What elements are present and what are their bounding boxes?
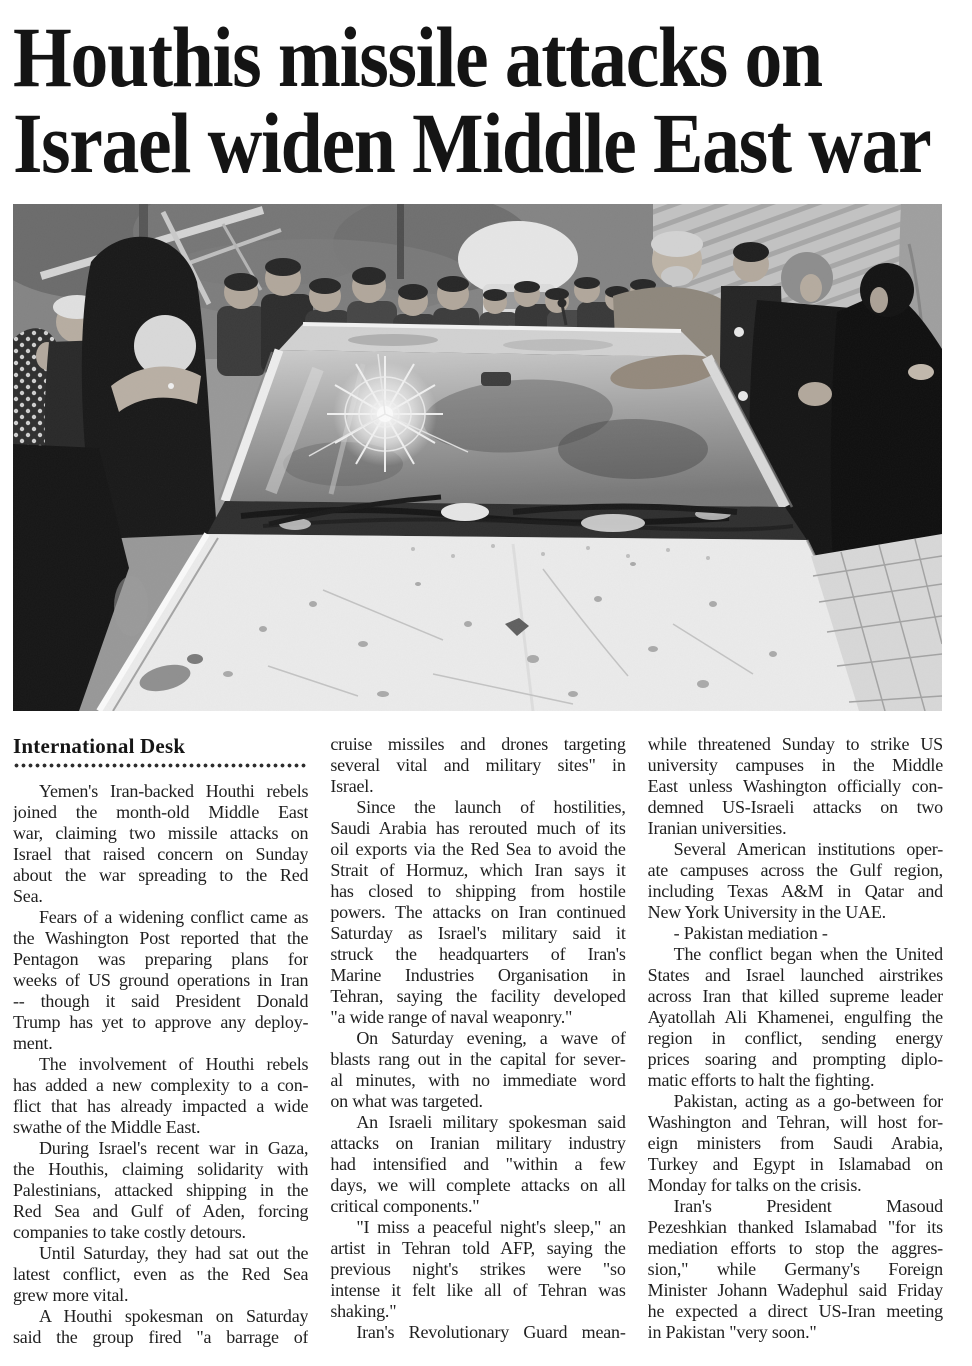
paragraph — [13, 1306, 308, 1348]
text-line: blasts rang out in the capital for sever- — [330, 1049, 626, 1069]
text-line: Pentagon was preparing plans for — [13, 949, 309, 969]
paragraph — [330, 734, 625, 797]
text-line: -- though it said President Donald — [13, 991, 309, 1011]
text-line: Israel that raised concern on Sunday — [13, 844, 309, 864]
text-line: Sea. — [13, 886, 43, 906]
text-line: flict that has already impacted a wide — [13, 1096, 309, 1116]
paragraph — [13, 1138, 308, 1243]
paragraph — [648, 944, 943, 1091]
text-line: including Texas A&M in Qatar and — [647, 881, 943, 901]
text-line: Marine Industries Organisation in — [330, 965, 626, 985]
text-line: A Houthi spokesman on Saturday — [39, 1306, 309, 1326]
text-line: Until Saturday, they had sat out the — [39, 1243, 309, 1263]
text-line: States and Israel launched airstrikes — [647, 965, 943, 985]
text-line: intense it felt like all of Tehran was — [330, 1280, 626, 1300]
text-line: university campuses in the Middle — [647, 755, 943, 775]
text-line: about the war spreading to the Red — [13, 865, 309, 885]
text-line: war, claiming two missile attacks on — [13, 823, 309, 843]
dotted-rule — [13, 763, 308, 768]
article-column-2 — [330, 734, 625, 1348]
paragraph — [330, 1322, 625, 1343]
text-line: mediation efforts to stop the aggres- — [647, 1238, 943, 1258]
paragraph — [648, 1091, 943, 1196]
text-line: powers. The attacks on Iran continued — [330, 902, 626, 922]
paragraph — [648, 734, 943, 839]
text-line: On Saturday evening, a wave of — [356, 1028, 626, 1048]
text-line: Minister Johann Wadephul said Friday — [647, 1280, 943, 1300]
text-line: Pezeshkian thanked Islamabad "for its — [647, 1217, 943, 1237]
text-line: Pakistan, acting as a go-between for — [673, 1091, 943, 1111]
text-line: shaking." — [330, 1301, 397, 1321]
column-1-body — [13, 781, 308, 1348]
text-line: joined the month-old Middle East — [13, 802, 309, 822]
text-line: struck the headquarters of Iran's — [330, 944, 626, 964]
text-line: has closed to shipping from hostile — [330, 881, 626, 901]
headline — [13, 9, 943, 191]
paragraph — [13, 907, 308, 1054]
paragraph — [330, 1112, 625, 1217]
text-line: latest conflict, even as the Red Sea — [13, 1264, 309, 1284]
text-line: - Pakistan mediation - — [673, 923, 828, 943]
article-column-1 — [13, 734, 308, 1348]
text-line: artist in Tehran told AFP, saying the — [330, 1238, 626, 1258]
text-line: Since the launch of hostilities, — [356, 797, 626, 817]
text-line: Trump has yet to approve any deploy- — [13, 1012, 309, 1032]
paragraph — [648, 923, 943, 944]
text-line: Washington and Tehran, will host for- — [647, 1112, 943, 1132]
text-line: critical components." — [330, 1196, 480, 1216]
paragraph — [13, 1243, 308, 1306]
text-line: has added a new complexity to a con- — [13, 1075, 309, 1095]
text-line: Monday for talks on the crisis. — [647, 1175, 862, 1195]
paragraph — [648, 839, 943, 923]
text-line: Red Sea and Gulf of Aden, forcing — [13, 1201, 309, 1221]
text-line: swathe of the Middle East. — [13, 1117, 201, 1137]
text-line: Several American institutions oper- — [673, 839, 943, 859]
text-line: Iranian universities. — [647, 818, 787, 838]
text-line: attacks on Iranian military industry — [330, 1133, 626, 1153]
text-line: days, we will complete attacks on all — [330, 1175, 626, 1195]
text-line: grew more vital. — [13, 1285, 129, 1305]
text-line: region in conflict, sending energy — [647, 1028, 943, 1048]
text-line: several vital and military sites" in — [330, 755, 626, 775]
text-line: Fears of a widening conflict came as — [39, 907, 309, 927]
text-line: The conflict began when the United — [673, 944, 943, 964]
text-line: matic efforts to halt the fighting. — [647, 1070, 875, 1090]
text-line: Saturday as Israel's military said it — [330, 923, 626, 943]
text-line: on what was targeted. — [330, 1091, 483, 1111]
text-line: prices soaring and prompting diplo- — [647, 1049, 943, 1069]
text-line: had intensified and "within a few — [330, 1154, 626, 1174]
article-column-3 — [648, 734, 943, 1348]
text-line: New York University in the UAE. — [647, 902, 886, 922]
text-line: al minutes, with no immediate word — [330, 1070, 626, 1090]
text-line: oil exports via the Red Sea to avoid the — [330, 839, 626, 859]
text-line: Iran's President Masoud — [673, 1196, 943, 1216]
paragraph — [648, 1196, 943, 1343]
text-line: sion," while Germany's Foreign — [647, 1259, 943, 1279]
damaged-car-crowd-photo — [13, 204, 942, 711]
text-line: Palestinians, attacked shipping in the — [13, 1180, 309, 1200]
article-photo — [13, 204, 942, 711]
text-line: weeks of US ground operations in Iran — [13, 970, 309, 990]
text-line: companies to take costly detours. — [13, 1222, 246, 1242]
text-line: cruise missiles and drones targeting — [330, 734, 626, 754]
text-line: During Israel's recent war in Gaza, — [39, 1138, 309, 1158]
text-line: he expected a direct US-Iran meeting — [647, 1301, 943, 1321]
text-line: An Israeli military spokesman said — [356, 1112, 626, 1132]
text-line: The involvement of Houthi rebels — [39, 1054, 309, 1074]
text-line: Iran's Revolutionary Guard mean- — [356, 1322, 626, 1342]
headline-line-2: Israel widen Middle East war — [13, 95, 931, 191]
text-line: the Washington Post reported that the — [13, 928, 309, 948]
text-line: Israel. — [330, 776, 374, 796]
text-line: across Iran that killed supreme leader — [647, 986, 943, 1006]
paragraph — [13, 781, 308, 907]
paragraph — [330, 1217, 625, 1322]
text-line: "I miss a peaceful night's sleep," an — [356, 1217, 626, 1237]
column-2-body — [330, 734, 625, 1343]
text-line: Ayatollah Ali Khamenei, engulfing the — [647, 1007, 943, 1027]
paragraph — [330, 1028, 625, 1112]
text-line: while threatened Sunday to strike US — [647, 734, 943, 754]
paragraph — [13, 1054, 308, 1138]
text-line: previous night's strikes were "so — [330, 1259, 626, 1279]
text-line: Yemen's Iran-backed Houthi rebels — [39, 781, 309, 801]
text-line: East unless Washington officially con- — [647, 776, 943, 796]
headline-line-1: Houthis missile attacks on — [13, 9, 822, 105]
text-line: ate campuses across the Gulf region, — [647, 860, 943, 880]
text-line: "a wide range of naval weaponry." — [330, 1007, 573, 1027]
text-line: Saudi Arabia has rerouted much of its — [330, 818, 626, 838]
byline: International Desk — [13, 734, 186, 758]
text-line: the Houthis, claiming solidarity with — [13, 1159, 309, 1179]
text-line: Strait of Hormuz, which Iran says it — [330, 860, 626, 880]
text-line: Turkey and Egypt in Islamabad on — [647, 1154, 943, 1174]
text-line: ment. — [13, 1033, 53, 1053]
text-line: in Pakistan "very soon." — [647, 1322, 817, 1342]
article-columns — [13, 734, 943, 1348]
paragraph — [330, 797, 625, 1028]
text-line: said the group fired "a barrage of — [13, 1327, 309, 1347]
text-line: eign ministers from Saudi Arabia, — [647, 1133, 943, 1153]
text-line: demned US-Israeli attacks on two — [647, 797, 943, 817]
text-line: Tehran, saying the facility developed — [330, 986, 626, 1006]
column-3-body — [648, 734, 943, 1343]
